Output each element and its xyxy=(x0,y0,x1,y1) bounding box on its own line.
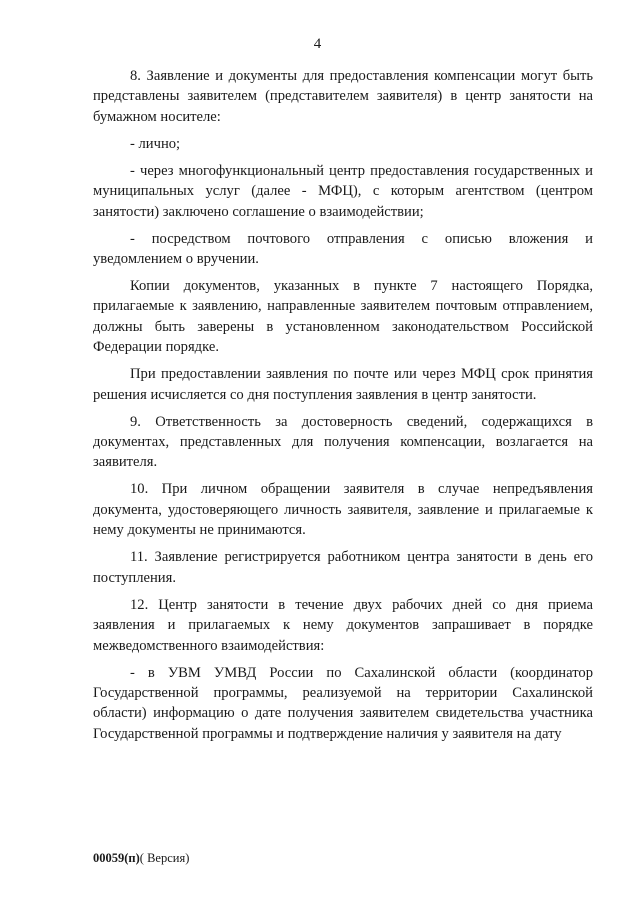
paragraph-decision-term: При предоставлении заявления по почте или через МФЦ срок принятия решения исчисляется со дня поступления заявления в центр занятости. xyxy=(93,366,593,403)
document-body xyxy=(93,66,593,751)
paragraph-11: 11. Заявление регистрируется работником центра занятости в день его поступления. xyxy=(93,549,593,586)
paragraph-12: 12. Центр занятости в течение двух рабочих дней со дня приема заявления и прилагаемых к нему документов запрашивает в порядке межведомственного взаимодействия: xyxy=(93,596,593,654)
document-code: 00059(п) xyxy=(93,851,140,865)
list-item-mfc: - через многофункциональный центр предоставления государственных и муниципальных услуг (далее - МФЦ), с которым агентством (центром занятости) заключено соглашение о взаимодействии; xyxy=(93,162,593,220)
paragraph-10: 10. При личном обращении заявителя в случае непредъявления документа, удостоверяющего личность заявителя, заявление и прилагаемые к нему документы не принимаются. xyxy=(93,481,593,539)
paragraph-copies: Копии документов, указанных в пункте 7 настоящего Порядка, прилагаемые к заявлению, направленные заявителем почтовым отправлением, должны быть заверены в установленном законодательством Российской Федерации порядке. xyxy=(93,278,593,356)
document-footer xyxy=(93,851,189,866)
paragraph-8-intro: 8. Заявление и документы для предоставления компенсации могут быть представлены заявителем (представителем заявителя) в центр занятости на бумажном носителе: xyxy=(93,68,593,125)
paragraph-9: 9. Ответственность за достоверность сведений, содержащихся в документах, представленных для получения компенсации, возлагается на заявителя. xyxy=(93,413,593,471)
document-version: ( Версия) xyxy=(139,851,190,865)
page-number: 4 xyxy=(313,36,322,52)
list-item-in-person: - лично; xyxy=(130,135,181,152)
list-item-uvm: - в УВМ УМВД России по Сахалинской области (координатор Государственной программы, реализуемой на территории Сахалинской области) информацию о дате получения заявителем свидетельства участника Государственной программы и подтверждение наличия у заявителя на дату xyxy=(93,664,593,742)
list-item-postal: - посредством почтового отправления с описью вложения и уведомлением о вручении. xyxy=(93,230,593,268)
